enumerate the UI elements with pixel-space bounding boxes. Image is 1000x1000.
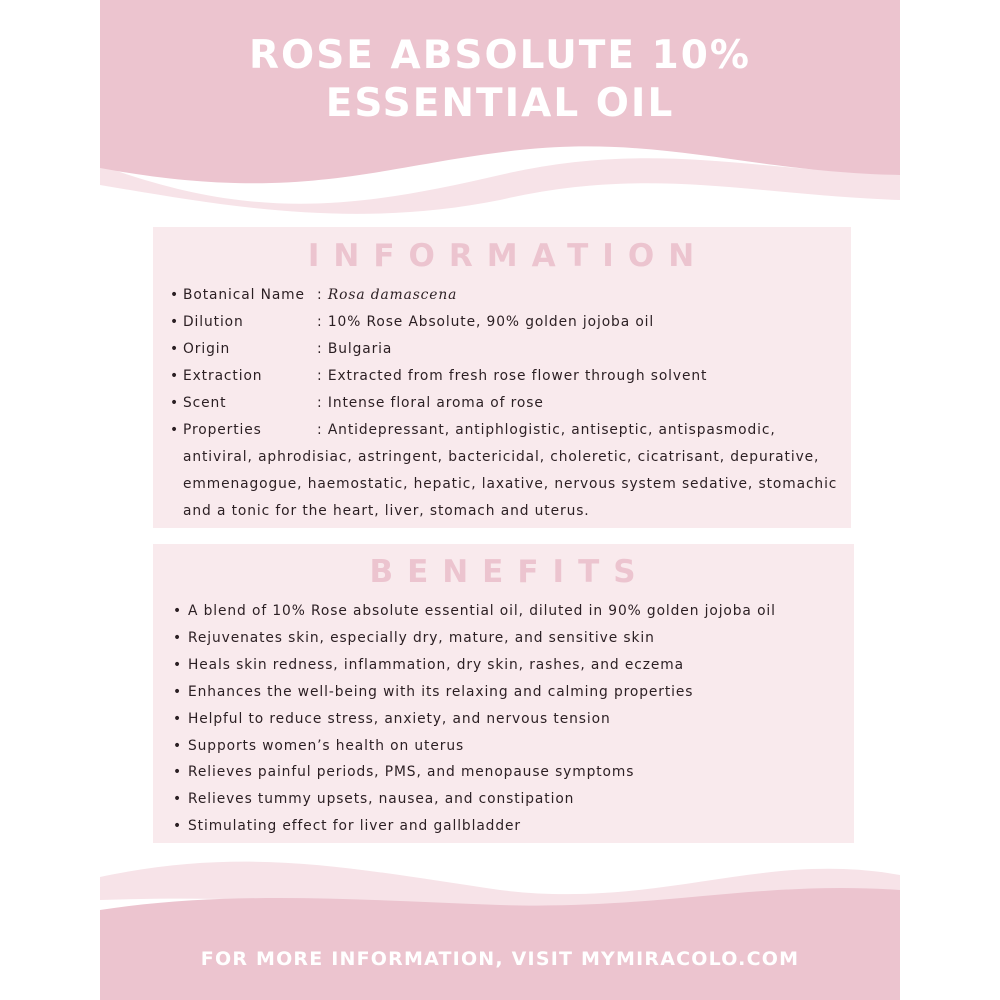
info-value: Intense floral aroma of rose: [327, 395, 544, 411]
title-line-2: ESSENTIAL OIL: [325, 81, 675, 126]
info-item-dilution: [170, 309, 840, 336]
properties-line-1: [183, 417, 840, 444]
benefits-heading: BENEFITS: [369, 554, 650, 590]
title-line-1: ROSE ABSOLUTE 10%: [249, 33, 751, 78]
info-value: Bulgaria: [327, 341, 393, 357]
info-separator: :: [317, 395, 328, 411]
info-label: Scent: [183, 395, 227, 411]
list-item: • Supports women’s health on uterus: [173, 733, 843, 760]
info-label: Extraction: [183, 368, 263, 384]
list-item: • Rejuvenates skin, especially dry, mature, and sensitive skin: [173, 625, 843, 652]
properties-line-4: and a tonic for the heart, liver, stomach and uterus.: [183, 503, 590, 519]
page-title: [100, 32, 900, 128]
info-label: Origin: [183, 341, 231, 357]
properties-line-2: antiviral, aphrodisiac, astringent, bactericidal, choleretic, cicatrisant, depurative,: [183, 449, 820, 465]
info-label: Botanical Name: [183, 287, 305, 303]
bottom-wave-banner: [100, 855, 900, 1000]
info-separator: :: [317, 368, 328, 384]
info-value: Rosa damascena: [327, 287, 458, 303]
properties-text: Antidepressant, antiphlogistic, antiseptic, antispasmodic,: [327, 422, 776, 438]
footer-visit-text: FOR MORE INFORMATION, VISIT MYMIRACOLO.COM: [200, 948, 800, 970]
info-separator: :: [317, 314, 328, 330]
list-item: • Heals skin redness, inflammation, dry skin, rashes, and eczema: [173, 652, 843, 679]
list-item: • A blend of 10% Rose absolute essential oil, diluted in 90% golden jojoba oil: [173, 598, 843, 625]
info-value: 10% Rose Absolute, 90% golden jojoba oil: [327, 314, 655, 330]
info-item-scent: [170, 390, 840, 417]
list-item: • Enhances the well-being with its relaxing and calming properties: [173, 679, 843, 706]
list-item: • Relieves tummy upsets, nausea, and constipation: [173, 786, 843, 813]
info-item-botanical-name: [170, 282, 840, 309]
information-panel: [153, 227, 851, 528]
info-item-origin: [170, 336, 840, 363]
list-item: • Stimulating effect for liver and gallbladder: [173, 813, 843, 840]
info-separator: :: [317, 341, 328, 357]
benefits-list: [173, 598, 843, 840]
properties-line-3: emmenagogue, haemostatic, hepatic, laxative, nervous system sedative, stomachic: [183, 476, 838, 492]
info-item-extraction: [170, 363, 840, 390]
info-label: Properties: [183, 422, 262, 438]
info-separator: :: [317, 422, 328, 438]
product-sheet: [100, 0, 900, 1000]
info-value: Extracted from fresh rose flower through solvent: [327, 368, 708, 384]
list-item: • Relieves painful periods, PMS, and menopause symptoms: [173, 759, 843, 786]
list-item: • Helpful to reduce stress, anxiety, and nervous tension: [173, 706, 843, 733]
information-list: [170, 282, 840, 525]
benefits-panel: [153, 544, 854, 843]
information-heading: INFORMATION: [307, 238, 709, 274]
info-item-properties: [170, 417, 840, 525]
info-separator: :: [317, 287, 328, 303]
info-label: Dilution: [183, 314, 244, 330]
